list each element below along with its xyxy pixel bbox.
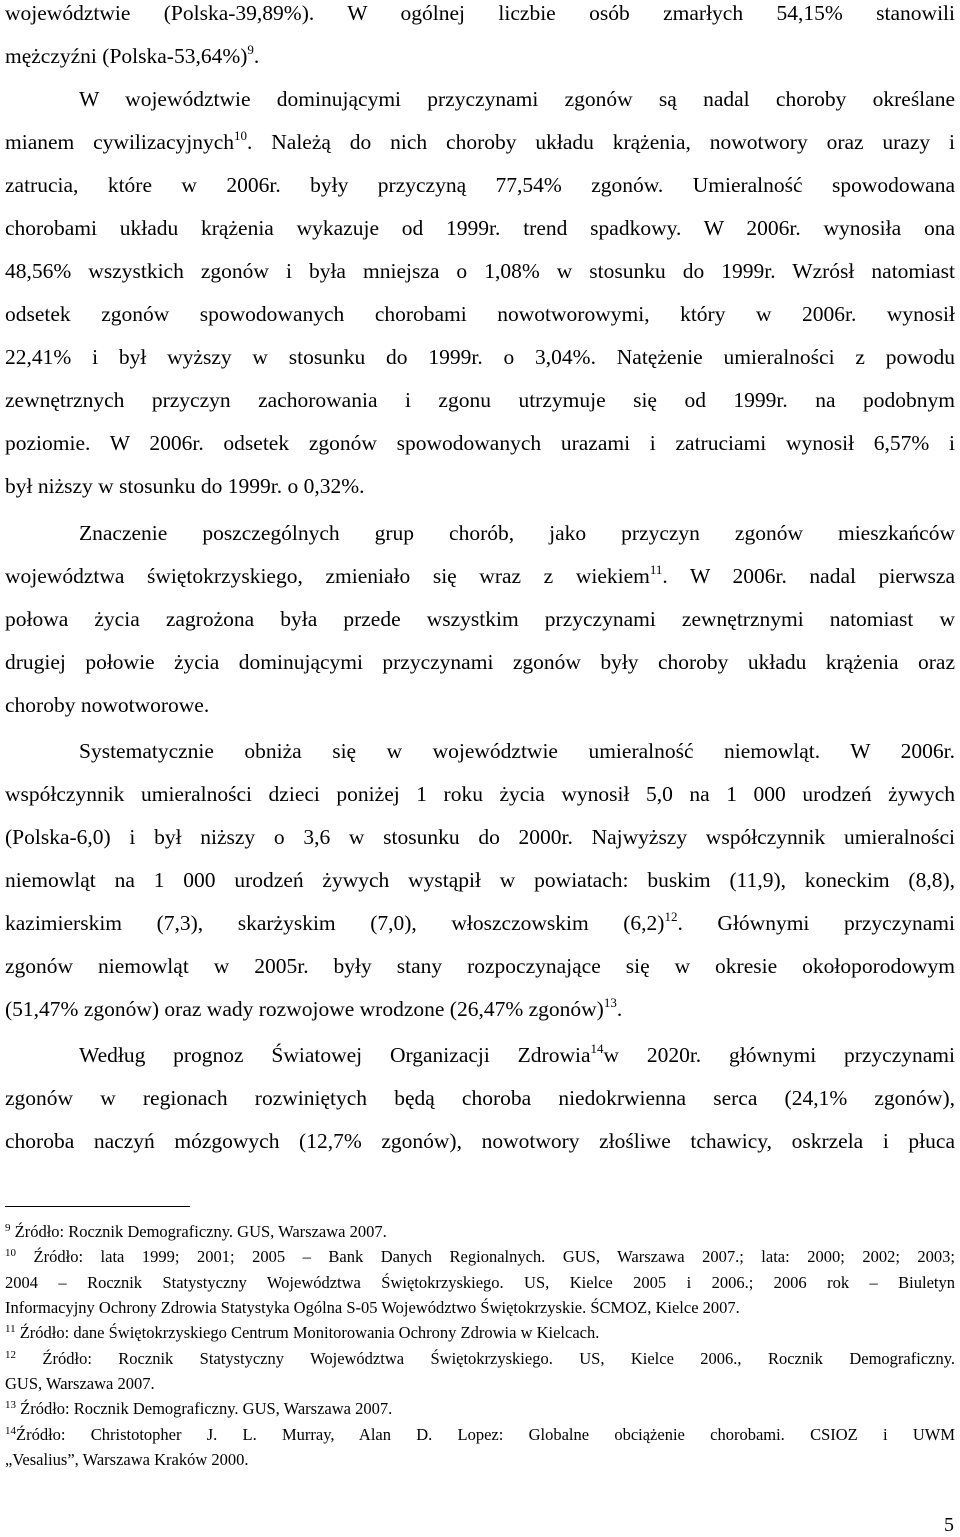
footnote xyxy=(5,1399,955,1419)
body-line xyxy=(5,563,955,589)
text: . Należą do nich choroby układu krążenia, nowotwory oraz urazy i xyxy=(247,130,956,154)
body-line: połowa życia zagrożona była przede wszystkim przyczynami zewnętrznymi natomiast w xyxy=(5,607,955,631)
body-line: drugiej połowie życia dominującymi przyczynami zgonów były choroby układu krążenia oraz xyxy=(5,650,955,674)
text: mianem cywilizacyjnych xyxy=(5,130,235,154)
body-line: niemowląt na 1 000 urodzeń żywych wystąpił w powiatach: buskim (11,9), koneckim (8,8), xyxy=(5,868,955,892)
text: mężczyźni (Polska-53,64%) xyxy=(5,44,248,68)
footnote-text: Źródło: Rocznik Demograficzny. GUS, Warszawa 2007. xyxy=(14,1222,387,1241)
body-line: zgonów w regionach rozwiniętych będą choroba niedokrwienna serca (24,1% zgonów), xyxy=(5,1086,955,1110)
footnote-ref: 11 xyxy=(649,562,663,577)
body-line xyxy=(5,910,955,936)
text: kazimierskim (7,3), skarżyskim (7,0), włoszczowskim (6,2) xyxy=(5,911,665,935)
text: w 2020r. głównymi przyczynami xyxy=(603,1043,956,1067)
body-line: Systematycznie obniża się w województwie umieralność niemowląt. W 2006r. xyxy=(79,739,955,763)
footnote-number: 14 xyxy=(5,1425,16,1437)
text: . xyxy=(253,44,260,68)
body-line: 22,41% i był wyższy w stosunku do 1999r. o 3,04%. Natężenie umieralności z powodu xyxy=(5,345,955,369)
footnote xyxy=(5,1349,955,1369)
body-line: 48,56% wszystkich zgonów i była mniejsza o 1,08% w stosunku do 1999r. Wzrósł natomiast xyxy=(5,259,955,283)
body-line: choroba naczyń mózgowych (12,7% zgonów), nowotwory złośliwe tchawicy, oskrzela i płuca xyxy=(5,1129,955,1153)
footnote-text: Źródło: dane Świętokrzyskiego Centrum Monitorowania Ochrony Zdrowia w Kielcach. xyxy=(19,1323,600,1342)
text: województwa świętokrzyskiego, zmieniało się wraz z wiekiem xyxy=(5,564,650,588)
footnote xyxy=(5,1247,955,1267)
footnote-ref: 12 xyxy=(664,909,678,924)
body-line: W województwie dominującymi przyczynami zgonów są nadal choroby określane xyxy=(79,87,955,111)
body-line xyxy=(5,996,955,1022)
body-line xyxy=(5,129,955,155)
footnote-number: 12 xyxy=(5,1349,16,1361)
footnote-number: 13 xyxy=(5,1399,16,1411)
footnote xyxy=(5,1222,955,1242)
page-number: 5 xyxy=(944,1514,954,1536)
body-line: Znaczenie poszczególnych grup chorób, jako przyczyn zgonów mieszkańców xyxy=(79,521,955,545)
body-line xyxy=(5,43,955,69)
text: . xyxy=(616,997,623,1021)
footnote xyxy=(5,1323,955,1343)
footnote-continuation: 2004 – Rocznik Statystyczny Województwa Świętokrzyskiego. US, Kielce 2005 i 2006.; 2006 rok – Biuletyn xyxy=(5,1273,955,1292)
body-line: był niższy w stosunku do 1999r. o 0,32%. xyxy=(5,474,365,498)
footnote-text: Źródło: Rocznik Statystyczny Województwa Świętokrzyskiego. US, Kielce 2006., Rocznik Demograficzny. xyxy=(42,1349,956,1368)
footnote-number: 11 xyxy=(5,1323,16,1335)
body-line: zewnętrznych przyczyn zachorowania i zgonu utrzymuje się od 1999r. na podobnym xyxy=(5,388,955,412)
text: Według prognoz Światowej Organizacji Zdrowia xyxy=(79,1043,591,1067)
text: (51,47% zgonów) oraz wady rozwojowe wrodzone (26,47% zgonów) xyxy=(5,997,604,1021)
footnote-text: Źródło: Christotopher J. L. Murray, Alan D. Lopez: Globalne obciążenie chorobami. CSIOZ i UWM xyxy=(16,1425,955,1444)
body-line: choroby nowotworowe. xyxy=(5,693,210,717)
text: . Głównymi przyczynami xyxy=(677,911,955,935)
body-line: poziomie. W 2006r. odsetek zgonów spowodowanych urazami i zatruciami wynosił 6,57% i xyxy=(5,431,955,455)
body-line xyxy=(79,1042,955,1068)
footnote-continuation: GUS, Warszawa 2007. xyxy=(5,1374,155,1393)
footnote-number: 10 xyxy=(5,1247,16,1259)
footnote-ref: 10 xyxy=(234,128,248,143)
text: . W 2006r. nadal pierwsza xyxy=(662,564,955,588)
body-line: województwie (Polska-39,89%). W ogólnej liczbie osób zmarłych 54,15% stanowili xyxy=(5,1,955,25)
footnote-number: 9 xyxy=(5,1222,11,1234)
body-line: chorobami układu krążenia wykazuje od 1999r. trend spadkowy. W 2006r. wynosiła ona xyxy=(5,216,955,240)
footnote-ref: 14 xyxy=(590,1041,604,1056)
footnote xyxy=(5,1425,955,1445)
footnote-ref: 9 xyxy=(247,42,254,57)
body-line: odsetek zgonów spowodowanych chorobami nowotworowymi, który w 2006r. wynosił xyxy=(5,302,955,326)
footnote-ref: 13 xyxy=(603,995,617,1010)
body-line: współczynnik umieralności dzieci poniżej 1 roku życia wynosił 5,0 na 1 000 urodzeń żywych xyxy=(5,782,955,806)
footnote-continuation: Informacyjny Ochrony Zdrowia Statystyka Ogólna S-05 Województwo Świętokrzyskie. ŚCMOZ, Kielce 2007. xyxy=(5,1298,740,1317)
footnote-separator xyxy=(5,1206,190,1207)
body-line: (Polska-6,0) i był niższy o 3,6 w stosunku do 2000r. Najwyższy współczynnik umieralności xyxy=(5,825,955,849)
body-line: zgonów niemowląt w 2005r. były stany rozpoczynające się w okresie okołoporodowym xyxy=(5,954,955,978)
body-line: zatrucia, które w 2006r. były przyczyną 77,54% zgonów. Umieralność spowodowana xyxy=(5,173,955,197)
footnote-text: Źródło: lata 1999; 2001; 2005 – Bank Danych Regionalnych. GUS, Warszawa 2007.; lata: 2000; 2002; 2003; xyxy=(33,1247,956,1266)
footnote-text: Źródło: Rocznik Demograficzny. GUS, Warszawa 2007. xyxy=(20,1399,393,1418)
footnote-continuation: „Vesalius”, Warszawa Kraków 2000. xyxy=(5,1450,249,1469)
